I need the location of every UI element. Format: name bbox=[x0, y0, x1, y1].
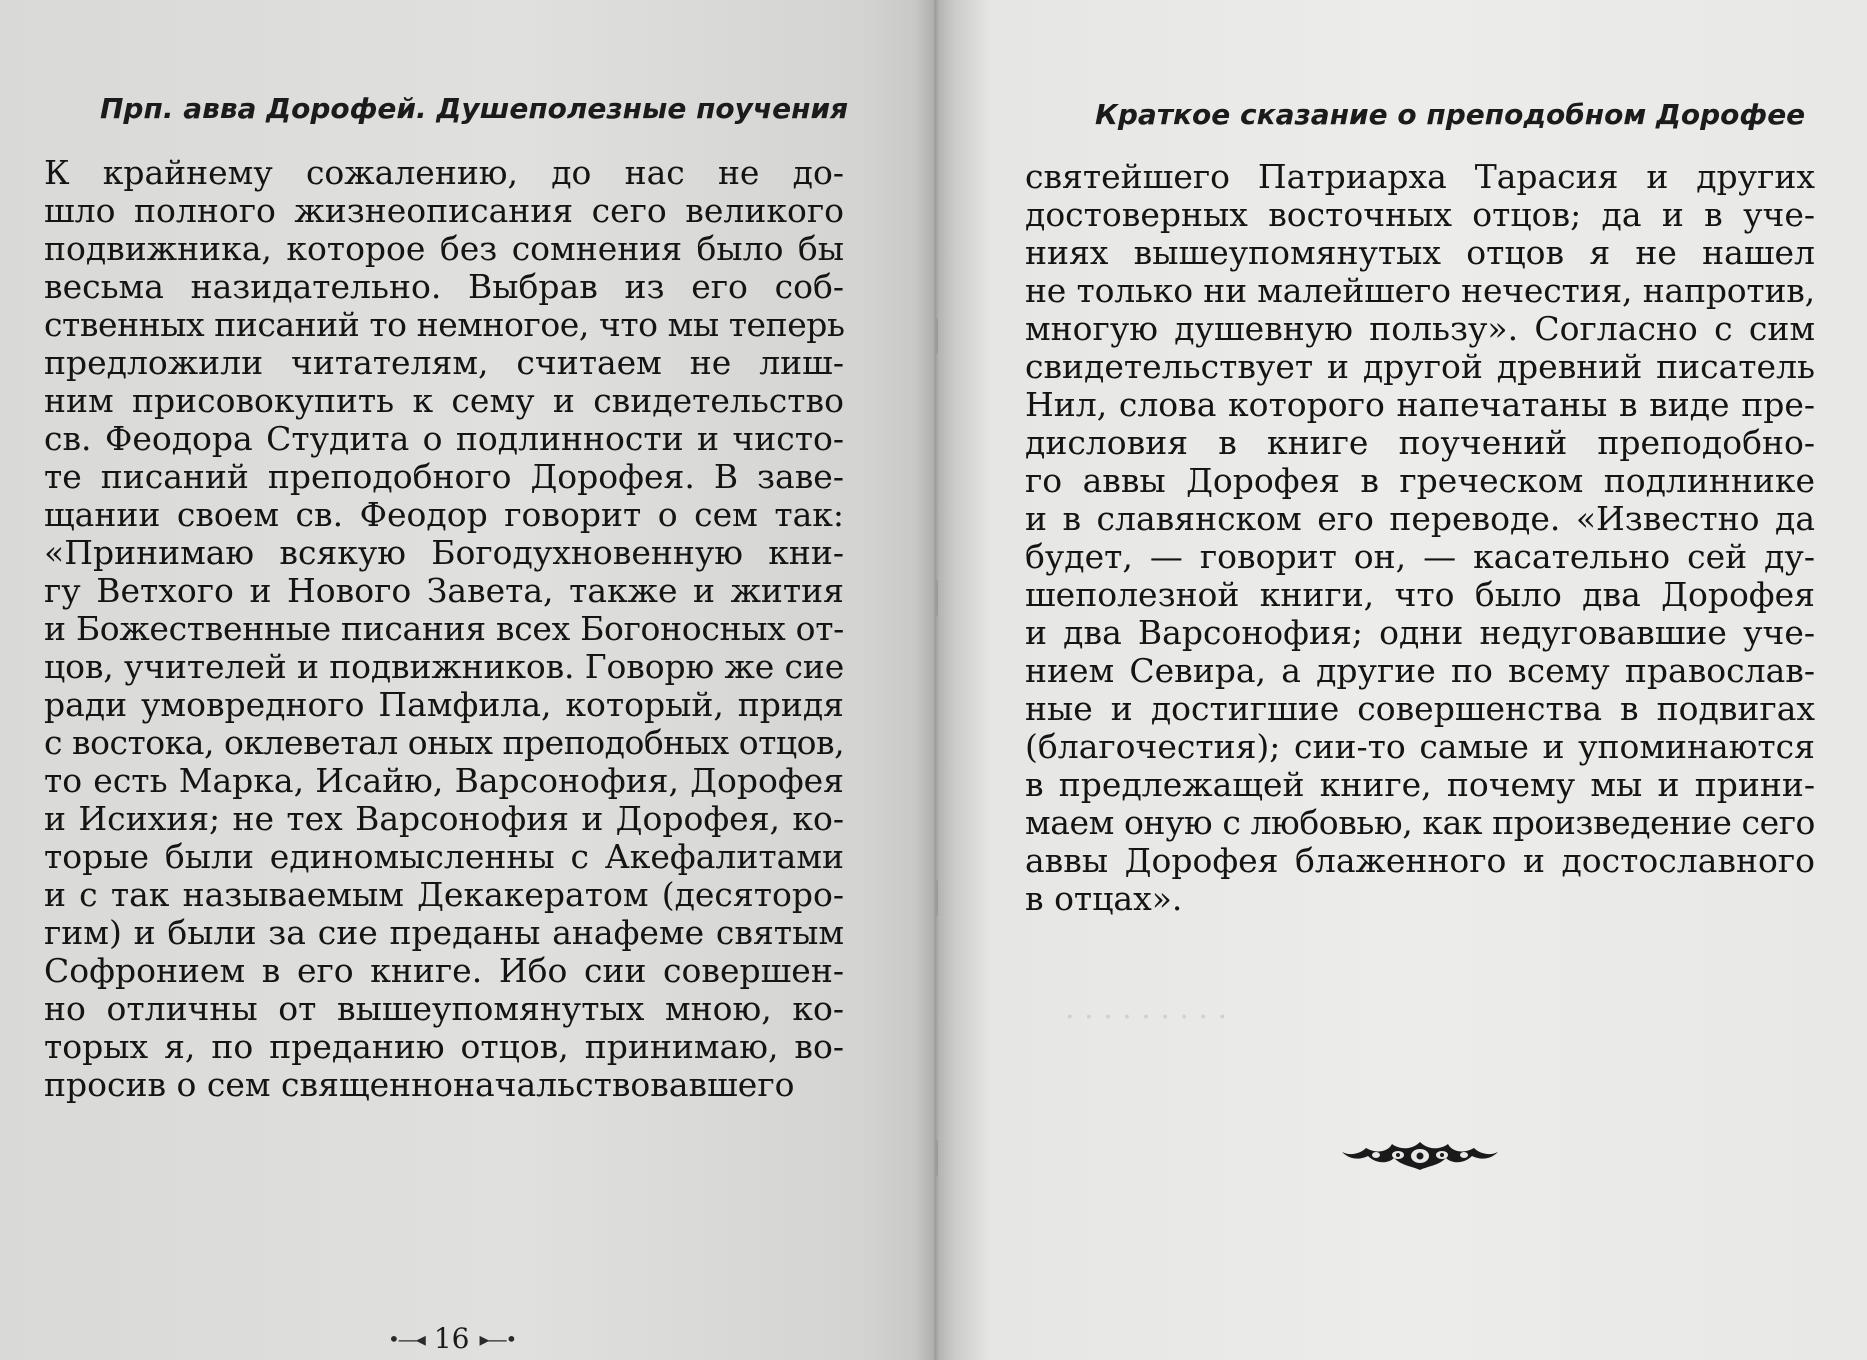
text-line: щании своем св. Феодор говорит о сем так: bbox=[44, 495, 844, 534]
text-line: гим) и были за сие преданы анафеме святым bbox=[44, 913, 844, 952]
left-body-text bbox=[44, 154, 844, 1104]
text-line: ственных писаний то немногое, что мы теперь bbox=[44, 305, 845, 344]
folio-ornament-right-icon: ▸—• bbox=[479, 1326, 516, 1351]
right-body-text bbox=[1025, 158, 1815, 918]
text-line: Нил, слова которого напечатаны в виде пре- bbox=[1025, 385, 1815, 424]
text-line: достоверных восточных отцов; да и в уче- bbox=[1025, 195, 1815, 234]
text-line: и Исихия; не тех Варсонофия и Дорофея, ко- bbox=[44, 799, 844, 838]
ornament-icon bbox=[1340, 1136, 1500, 1176]
text-line: Софронием в его книге. Ибо сии совершен- bbox=[44, 951, 844, 990]
binding-stitch bbox=[935, 318, 938, 354]
page-number: 16 bbox=[433, 1322, 470, 1355]
binding-stitch bbox=[935, 580, 938, 616]
text-line: но отличны от вышеупомянутых мною, ко- bbox=[44, 989, 844, 1028]
folio-ornament-left-icon: •—◂ bbox=[388, 1326, 424, 1351]
text-line: многую душевную пользу». Согласно с сим bbox=[1025, 309, 1815, 348]
text-line: весьма назидательно. Выбрав из его соб- bbox=[44, 267, 844, 306]
text-line: и Божественные писания всех Богоносных от- bbox=[44, 609, 844, 648]
text-line: и два Варсонофия; одни недуговавшие уче- bbox=[1025, 613, 1815, 652]
text-line: ради умовредного Памфила, который, придя bbox=[44, 685, 844, 724]
text-line: будет, — говорит он, — касательно сей ду- bbox=[1025, 537, 1815, 576]
text-line: не только ни малейшего нечестия, напротив, bbox=[1025, 271, 1815, 310]
text-line: в отцах». bbox=[1025, 879, 1183, 918]
left-running-head: Прп. авва Дорофей. Душеполезные поучения bbox=[100, 92, 849, 125]
right-page bbox=[935, 0, 1867, 1360]
text-line: свидетельствует и другой древний писатель bbox=[1025, 347, 1815, 386]
text-line: аввы Дорофея блаженного и достославного bbox=[1025, 841, 1815, 880]
binding-stitch bbox=[935, 1140, 938, 1176]
page-number-footer bbox=[388, 1322, 515, 1355]
text-line: торых я, по преданию отцов, принимаю, во- bbox=[44, 1027, 844, 1066]
text-line: шеполезной книги, что было два Дорофея bbox=[1025, 575, 1815, 614]
text-line: и с так называемым Декакератом (десяторо- bbox=[44, 875, 844, 914]
text-line: «Принимаю всякую Богодухновенную кни- bbox=[44, 533, 844, 572]
text-line: предложили читателям, считаем не лиш- bbox=[44, 343, 844, 382]
text-line: (благочестия); сии-то самые и упоминаются bbox=[1025, 727, 1815, 766]
text-line: шло полного жизнеописания сего великого bbox=[44, 191, 844, 230]
text-line: торые были единомысленны с Акефалитами bbox=[44, 837, 844, 876]
text-line: с востока, оклеветал оных преподобных отцов, bbox=[44, 723, 845, 762]
text-line: го аввы Дорофея в греческом подлиннике bbox=[1025, 461, 1815, 500]
text-line: ним присовокупить к сему и свидетельство bbox=[44, 381, 844, 420]
show-through-text: · · · · · · · · · bbox=[1065, 1000, 1228, 1035]
text-line: ниях вышеупомянутых отцов я не нашел bbox=[1025, 233, 1815, 272]
text-line: просив о сем священноначальствовавшего bbox=[44, 1065, 795, 1104]
right-running-head: Краткое сказание о преподобном Дорофее bbox=[1095, 98, 1806, 131]
text-line: то есть Марка, Исайю, Варсонофия, Дорофея bbox=[44, 761, 844, 800]
text-line: маем оную с любовью, как произведение сего bbox=[1025, 803, 1815, 842]
text-line: нием Севира, а другие по всему православ- bbox=[1025, 651, 1815, 690]
text-line: цов, учителей и подвижников. Говорю же сие bbox=[44, 647, 845, 686]
text-line: святейшего Патриарха Тарасия и других bbox=[1025, 157, 1815, 196]
text-line: гу Ветхого и Нового Завета, также и жития bbox=[44, 571, 844, 610]
text-line: ные и достигшие совершенства в подвигах bbox=[1025, 689, 1815, 728]
binding-stitch bbox=[935, 880, 938, 916]
text-line: подвижника, которое без сомнения было бы bbox=[44, 229, 844, 268]
text-line: в предлежащей книге, почему мы и прини- bbox=[1025, 765, 1815, 804]
text-line: те писаний преподобного Дорофея. В заве- bbox=[44, 457, 844, 496]
text-line: К крайнему сожалению, до нас не до- bbox=[44, 153, 844, 192]
text-line: св. Феодора Студита о подлинности и чисто- bbox=[44, 419, 844, 458]
text-line: и в славянском его переводе. «Известно да bbox=[1025, 499, 1815, 538]
text-line: дисловия в книге поучений преподобно- bbox=[1025, 423, 1815, 462]
